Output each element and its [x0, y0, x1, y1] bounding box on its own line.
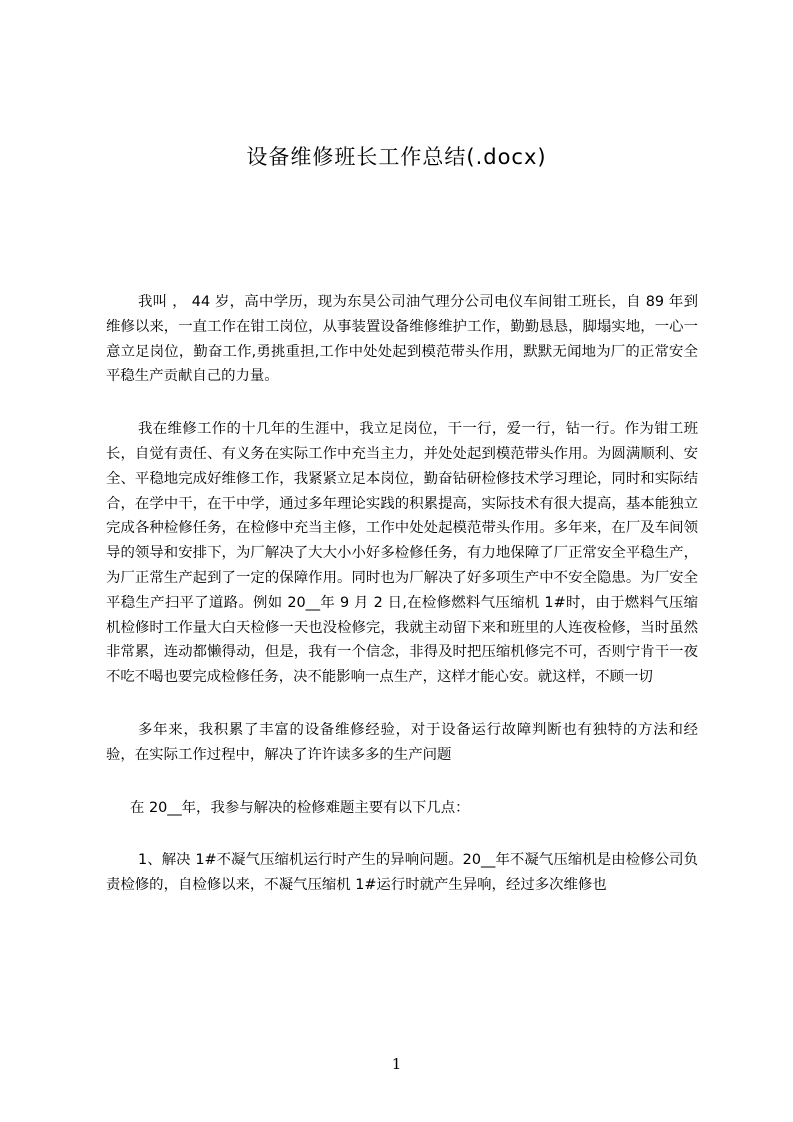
paragraph-work-experience: 我在维修工作的十几年的生涯中，我立足岗位，干一行，爱一行，钻一行。作为钳工班长，自觉有责任、有义务在实际工作中充当主力，并处处起到模范带头作用。为圆满顺利、安全、平稳地完成好维修工作，我紧紧立足本岗位，勤奋钻研检修技术学习理论，同时和实际结合，在学中干，在干中学，通过多年理论实践的积累提高，实际技术有很大提高，基本能独立完成各种检修任务，在检修中充当主修，工作中处处起模范带头作用。多年来，在厂及车间领导的领导和安排下，为厂解决了大大小小好多检修任务，有力地保障了厂正常安全平稳生产，为厂正常生产起到了一定的保障作用。同时也为厂解决了好多项生产中不安全隐患。为厂安全平稳生产扫平了道路。例如 20__年 9 月 2 日,在检修燃料气压缩机 1#时，由于燃料气压缩机检修时工作量大白天检修一天也没检修完，我就主动留下来和班里的人连夜检修，当时虽然非常累，连动都懒得动，但是，我有一个信念，非得及时把压缩机修完不可，否则宁肯干一夜不吃不喝也要完成检修任务，决不能影响一点生产，这样才能心安。就这样，不顾一切: [106, 421, 698, 686]
page-number: 1: [391, 1055, 402, 1073]
document-body: [106, 290, 698, 926]
paragraph-problem-list-intro: 在 20__年，我参与解决的检修难题主要有以下几点：: [130, 799, 470, 816]
paragraph-introduction: 我叫 ， 44 岁，高中学历，现为东昊公司油气理分公司电仪车间钳工班长，自 89 年到维修以来，一直工作在钳工岗位，从事装置设备维修维护工作，勤勤恳恳，脚塌实地，一心一意立足岗位，勤奋工作,勇挑重担,工作中处处起到模范带头作用，默默无闻地为厂的正常安全平稳生产贡献自己的力量。: [106, 294, 698, 385]
paragraph-maintenance-experience: 多年来，我积累了丰富的设备维修经验，对于设备运行故障判断也有独特的方法和经验，在实际工作过程中，解决了许许读多多的生产问题: [106, 721, 698, 763]
document-title: 设备维修班长工作总结(.docx): [246, 145, 547, 169]
paragraph-problem-one: 1、解决 1#不凝气压缩机运行时产生的异响问题。20__年不凝气压缩机是由检修公司负责检修的，自检修以来，不凝气压缩机 1#运行时就产生异响，经过多次维修也: [106, 852, 698, 894]
